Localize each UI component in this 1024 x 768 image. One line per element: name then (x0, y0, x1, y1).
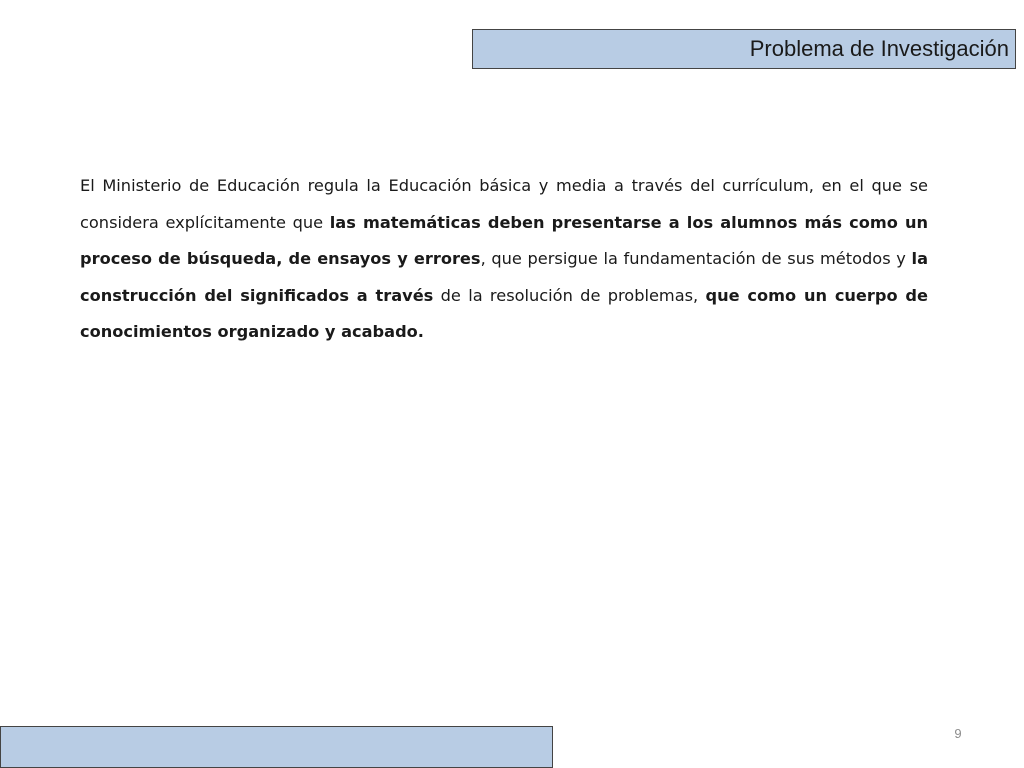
slide-title: Problema de Investigación (749, 36, 1009, 61)
body-text-segment: , que persigue la fundamentación de sus métodos y (480, 249, 912, 268)
body-text-segment: de la resolución de problemas, (433, 285, 706, 305)
body-text-segment: El Ministerio de Educación regula la Educación básica y media a través del currículum, en el que se considera explícitamente que (80, 176, 928, 232)
title-banner (472, 29, 1016, 69)
body-text-emphasis: que como un cuerpo de conocimientos organizado y acabado. (80, 285, 928, 341)
page-number: 9 (954, 726, 962, 741)
footer-banner (0, 726, 553, 768)
body-text-emphasis: las matemáticas deben presentarse a los alumnos más como un proceso de búsqueda, de ensayos y errores (80, 212, 928, 268)
body-text-emphasis: la construcción del significados a través (80, 249, 928, 305)
body-paragraph (80, 168, 928, 351)
